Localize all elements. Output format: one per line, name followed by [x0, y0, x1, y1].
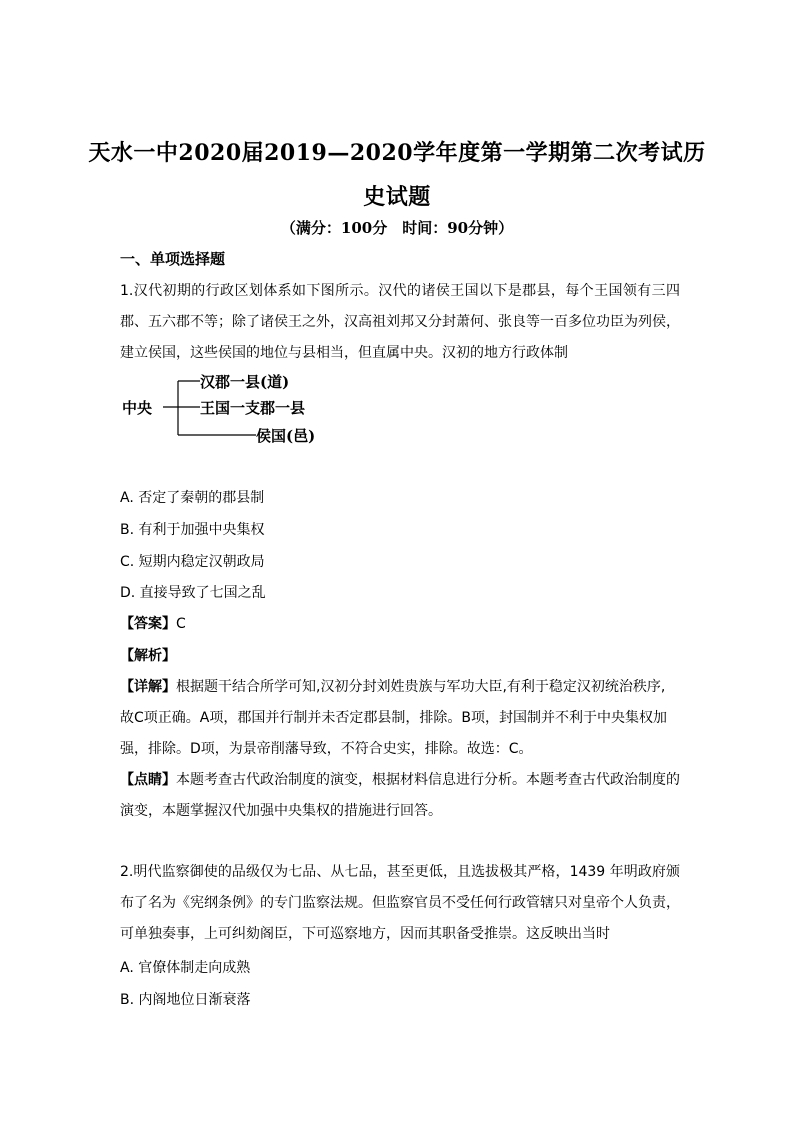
question-2-stem: 2.明代监察御使的品级仅为七品、从七品，甚至更低，且选拔极其严格，1439 年明政府颁布了名为《宪纲条例》的专门监察法规。但监察官员不受任何行政管辖只对皇帝个人负责，可单独奏事，上可纠劾阁臣，下可巡察地方，因而其职备受推崇。这反映出当时 [120, 864, 680, 942]
q1-option-d: D. 直接导致了七国之乱 [120, 585, 266, 601]
answer-value: C [176, 616, 186, 632]
analysis-label: 【解析】 [120, 648, 176, 664]
exam-title-line-2: 史试题 [363, 184, 431, 210]
exam-title-line-1: 天水一中2020届2019—2020学年度第一学期第二次考试历 [88, 140, 706, 166]
diagram-branch-marquisate: 侯国(邑) [256, 427, 316, 445]
q1-detail-line-3: 强，排除。D项，为景帝削藩导致，不符合史实，排除。故选：C。 [120, 741, 533, 757]
answer-label: 【答案】 [120, 616, 176, 632]
detail-text-1: 根据题干结合所学可知,汉初分封刘姓贵族与军功大臣,有利于稳定汉初统治秩序, [176, 679, 666, 695]
q1-detail-line-2: 故C项正确。A项，郡国并行制并未否定郡县制，排除。B项，封国制并不利于中央集权加 [120, 710, 667, 726]
exam-subtitle: （满分：100分 时间：90分钟） [280, 219, 514, 237]
detail-label: 【详解】 [120, 679, 176, 695]
diagram-branch-kingdom: 王国一支郡一县 [200, 399, 306, 417]
q1-option-b: B. 有利于加强中央集权 [120, 522, 265, 538]
point-text-1: 本题考查古代政治制度的演变，根据材料信息进行分析。本题考查古代政治制度的 [176, 772, 680, 788]
section-heading: 一、单项选择题 [120, 250, 226, 268]
diagram-branch-han-commandery: 汉郡一县(道) [200, 373, 290, 391]
q1-point-line-1 [120, 769, 680, 789]
q2-option-a: A. 官僚体制走向成熟 [120, 960, 251, 976]
q1-option-c: C. 短期内稳定汉朝政局 [120, 554, 265, 570]
q2-option-b: B. 内阁地位日渐衰落 [120, 992, 251, 1008]
q1-detail-line-1 [120, 676, 665, 696]
point-label: 【点睛】 [120, 772, 176, 788]
question-1-stem: 1.汉代初期的行政区划体系如下图所示。汉代的诸侯王国以下是郡县，每个王国领有三四郡、五六郡不等；除了诸侯王之外，汉高祖刘邦又分封萧何、张良等一百多位功臣为列侯，建立侯国，这些侯国的地位与县相当，但直属中央。汉初的地方行政体制 [120, 283, 680, 361]
q1-analysis-label [120, 645, 176, 665]
diagram-root-central: 中央 [122, 399, 153, 417]
q1-point-line-2: 演变，本题掌握汉代加强中央集权的措施进行回答。 [120, 803, 442, 819]
q1-option-a: A. 否定了秦朝的郡县制 [120, 490, 265, 506]
q1-answer [120, 613, 186, 633]
